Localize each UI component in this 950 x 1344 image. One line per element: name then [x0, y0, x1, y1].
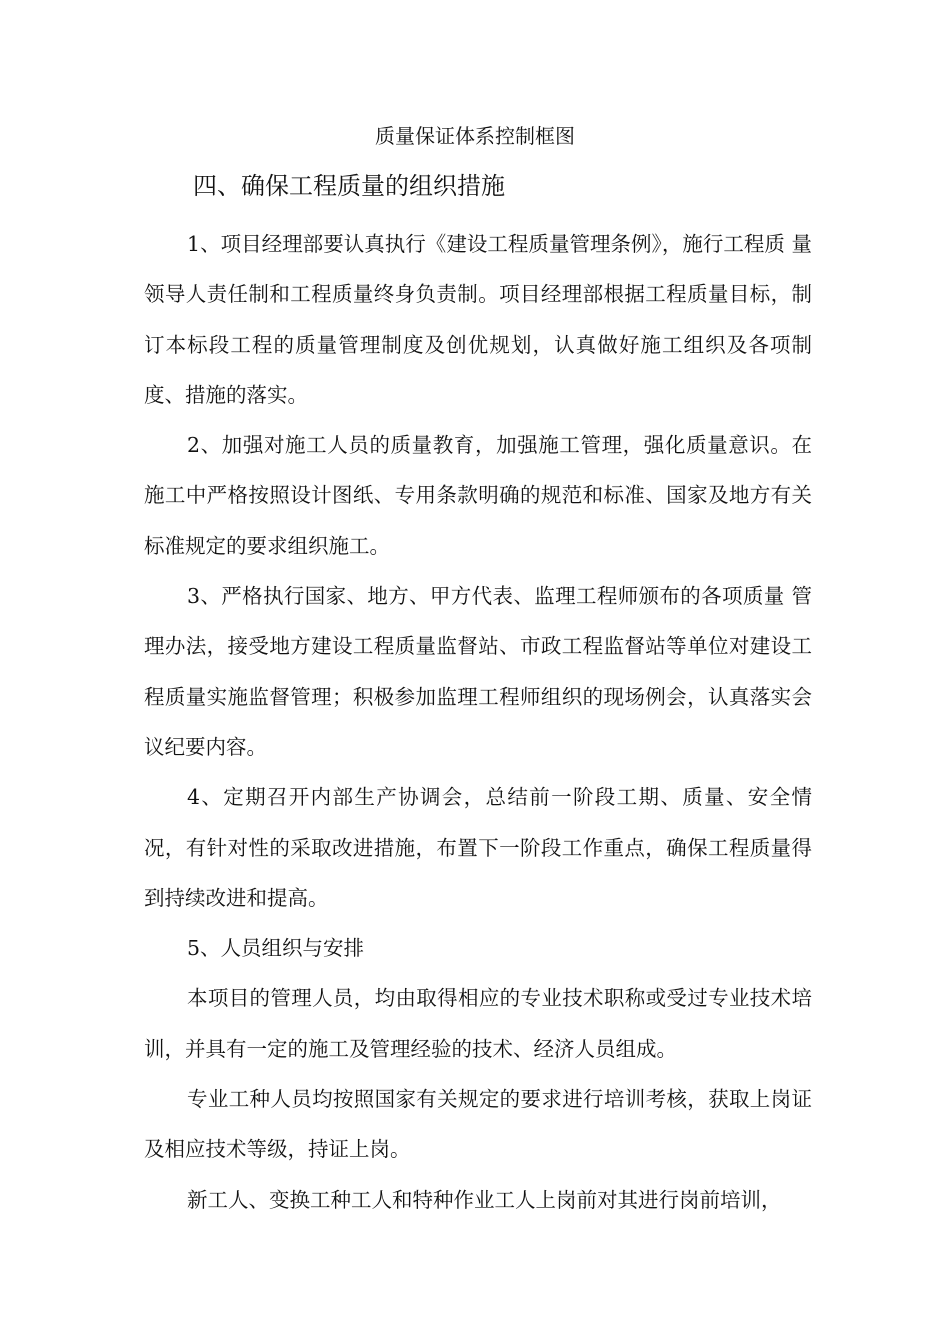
figure-caption: 质量保证体系控制框图: [375, 124, 575, 148]
section-heading: 四、确保工程质量的组织措施: [193, 172, 505, 200]
paragraph-2: 2、加强对施工人员的质量教育，加强施工管理，强化质量意识。在施工中严格按照设计图纸、专用条款明确的规范和标准、国家及地方有关标准规定的要求组织施工。: [144, 433, 812, 558]
paragraph-7: 专业工种人员均按照国家有关规定的要求进行培训考核，获取上岗证及相应技术等级，持证上岗。: [144, 1087, 812, 1162]
paragraph-6: 本项目的管理人员，均由取得相应的专业技术职称或受过专业技术培训，并具有一定的施工及管理经验的技术、经济人员组成。: [144, 986, 812, 1061]
paragraph-8: 新工人、变换工种工人和特种作业工人上岗前对其进行岗前培训，: [187, 1187, 782, 1212]
paragraph-1: 1、项目经理部要认真执行《建设工程质量管理条例》，施行工程质 量领导人责任制和工程质量终身负责制。项目经理部根据工程质量目标，制订本标段工程的质量管理制度及创优规划，认真做好施工组织及各项制度、措施的落实。: [144, 232, 812, 407]
paragraph-4: 4、定期召开内部生产协调会，总结前一阶段工期、质量、安全情况，有针对性的采取改进措施，布置下一阶段工作重点，确保工程质量得到持续改进和提高。: [144, 785, 812, 910]
body-text: [144, 219, 812, 1225]
paragraph-5: 5、人员组织与安排: [187, 936, 365, 961]
paragraph-3: 3、严格执行国家、地方、甲方代表、监理工程师颁布的各项质量 管理办法，接受地方建设工程质量监督站、市政工程监督站等单位对建设工程质量实施监督管理；积极参加监理工程师组织的现场例会，认真落实会议纪要内容。: [144, 584, 812, 759]
